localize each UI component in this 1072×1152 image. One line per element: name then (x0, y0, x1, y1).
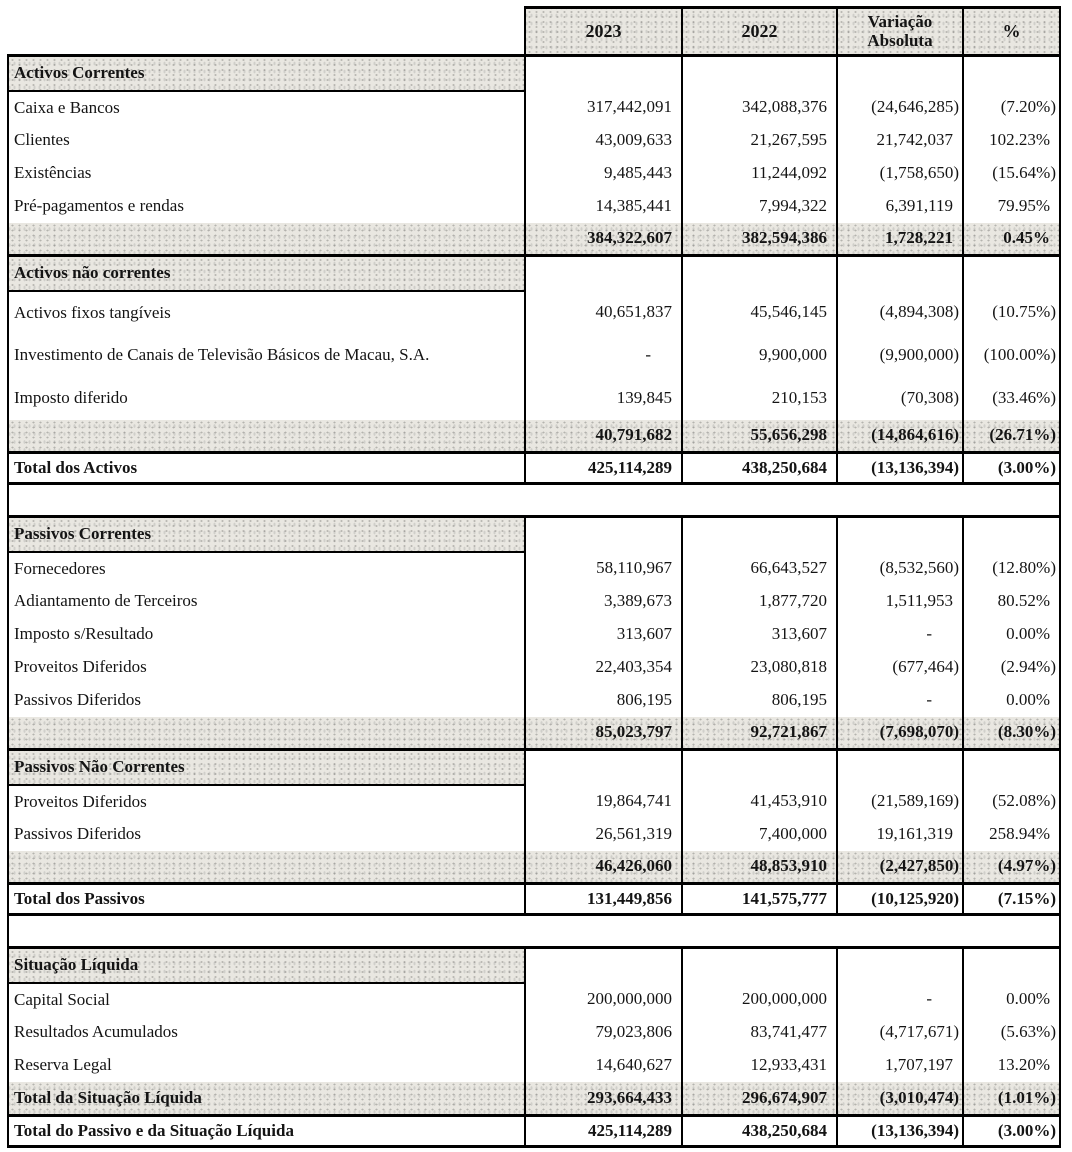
cell-2023: 14,385,441 (525, 190, 682, 223)
header-variacao-line1: Variação (867, 11, 933, 31)
table-row (8, 983, 1060, 1016)
row-label (8, 420, 525, 453)
cell-2022: 7,400,000 (682, 818, 837, 851)
cell-pct: (100.00%) (963, 334, 1060, 377)
table-row (8, 517, 1060, 552)
cell-2022 (682, 948, 837, 983)
cell-variacao: (70,308) (837, 377, 963, 420)
cell-variacao: 1,728,221 (837, 223, 963, 256)
balance-sheet-table (7, 6, 1061, 1148)
cell-pct: (7.15%) (963, 884, 1060, 915)
row-label: Total dos Passivos (8, 884, 525, 915)
cell-pct: 0.45% (963, 223, 1060, 256)
cell-2023: 200,000,000 (525, 983, 682, 1016)
cell-pct (963, 948, 1060, 983)
header-year-2022: 2022 (682, 8, 837, 56)
table-row (8, 484, 1060, 517)
cell-pct: (4.97%) (963, 851, 1060, 884)
row-label: Resultados Acumulados (8, 1016, 525, 1049)
cell-pct: (7.20%) (963, 91, 1060, 124)
cell-2023 (525, 56, 682, 91)
header-variacao-absoluta (837, 8, 963, 56)
cell-variacao: 1,511,953 (837, 585, 963, 618)
table-row (8, 750, 1060, 785)
row-label: Passivos Diferidos (8, 818, 525, 851)
table-row (8, 585, 1060, 618)
table-row (8, 256, 1060, 291)
cell-2022: 200,000,000 (682, 983, 837, 1016)
cell-2022 (682, 750, 837, 785)
spacer-cell (8, 915, 1060, 948)
cell-2023: 3,389,673 (525, 585, 682, 618)
row-label: Activos Correntes (8, 56, 525, 91)
table-row (8, 818, 1060, 851)
table-row (8, 1082, 1060, 1116)
table-row (8, 618, 1060, 651)
row-label: Total da Situação Líquida (8, 1082, 525, 1116)
row-label: Imposto diferido (8, 377, 525, 420)
cell-2023: 85,023,797 (525, 717, 682, 750)
cell-pct: (10.75%) (963, 291, 1060, 334)
table-row (8, 56, 1060, 91)
cell-2022 (682, 56, 837, 91)
cell-2023: 806,195 (525, 684, 682, 717)
cell-2022: 806,195 (682, 684, 837, 717)
table-row (8, 717, 1060, 750)
cell-variacao: (7,698,070) (837, 717, 963, 750)
cell-pct: (12.80%) (963, 552, 1060, 585)
cell-pct: (3.00%) (963, 1116, 1060, 1147)
cell-2022: 55,656,298 (682, 420, 837, 453)
table-row (8, 552, 1060, 585)
cell-2022: 438,250,684 (682, 1116, 837, 1147)
cell-variacao (837, 256, 963, 291)
cell-2023: 317,442,091 (525, 91, 682, 124)
row-label: Capital Social (8, 983, 525, 1016)
cell-variacao: (13,136,394) (837, 453, 963, 484)
table-row (8, 684, 1060, 717)
cell-2022 (682, 256, 837, 291)
cell-2022: 342,088,376 (682, 91, 837, 124)
cell-pct: (3.00%) (963, 453, 1060, 484)
row-label: Passivos Diferidos (8, 684, 525, 717)
cell-variacao (837, 517, 963, 552)
table-row (8, 223, 1060, 256)
row-label: Passivos Não Correntes (8, 750, 525, 785)
table-row (8, 157, 1060, 190)
row-label: Adiantamento de Terceiros (8, 585, 525, 618)
row-label (8, 717, 525, 750)
cell-pct: 0.00% (963, 983, 1060, 1016)
table-row (8, 651, 1060, 684)
cell-2023 (525, 517, 682, 552)
row-label (8, 223, 525, 256)
table-row (8, 851, 1060, 884)
cell-2023: 22,403,354 (525, 651, 682, 684)
cell-pct: (52.08%) (963, 785, 1060, 818)
cell-pct: (8.30%) (963, 717, 1060, 750)
cell-2023: 40,791,682 (525, 420, 682, 453)
row-label: Investimento de Canais de Televisão Básicos de Macau, S.A. (8, 334, 525, 377)
cell-variacao: (1,758,650) (837, 157, 963, 190)
cell-2023: 425,114,289 (525, 453, 682, 484)
cell-2022: 296,674,907 (682, 1082, 837, 1116)
table-row (8, 1116, 1060, 1147)
cell-2022: 382,594,386 (682, 223, 837, 256)
cell-variacao (837, 56, 963, 91)
cell-2022: 11,244,092 (682, 157, 837, 190)
table-row (8, 334, 1060, 377)
table-row (8, 915, 1060, 948)
table-row (8, 1049, 1060, 1082)
table-row (8, 420, 1060, 453)
cell-variacao: (21,589,169) (837, 785, 963, 818)
cell-2023: 79,023,806 (525, 1016, 682, 1049)
cell-2022: 141,575,777 (682, 884, 837, 915)
row-label: Caixa e Bancos (8, 91, 525, 124)
cell-pct: (15.64%) (963, 157, 1060, 190)
cell-variacao: (10,125,920) (837, 884, 963, 915)
cell-pct: (2.94%) (963, 651, 1060, 684)
cell-2022: 1,877,720 (682, 585, 837, 618)
cell-pct: (5.63%) (963, 1016, 1060, 1049)
cell-pct: 80.52% (963, 585, 1060, 618)
cell-variacao: (8,532,560) (837, 552, 963, 585)
table-row (8, 1016, 1060, 1049)
cell-2023 (525, 948, 682, 983)
cell-pct: 0.00% (963, 684, 1060, 717)
cell-variacao: 1,707,197 (837, 1049, 963, 1082)
table-row (8, 91, 1060, 124)
cell-2023: 131,449,856 (525, 884, 682, 915)
cell-2023: 40,651,837 (525, 291, 682, 334)
row-label: Existências (8, 157, 525, 190)
cell-pct: 0.00% (963, 618, 1060, 651)
header-year-2023: 2023 (525, 8, 682, 56)
cell-variacao: (3,010,474) (837, 1082, 963, 1116)
table-body (8, 56, 1060, 1147)
row-label: Fornecedores (8, 552, 525, 585)
cell-2023: 425,114,289 (525, 1116, 682, 1147)
row-label: Situação Líquida (8, 948, 525, 983)
cell-2023: 14,640,627 (525, 1049, 682, 1082)
row-label: Imposto s/Resultado (8, 618, 525, 651)
cell-pct: 102.23% (963, 124, 1060, 157)
cell-2022: 438,250,684 (682, 453, 837, 484)
cell-2022 (682, 517, 837, 552)
cell-variacao: (2,427,850) (837, 851, 963, 884)
cell-2023: 26,561,319 (525, 818, 682, 851)
row-label (8, 851, 525, 884)
cell-2022: 92,721,867 (682, 717, 837, 750)
cell-variacao: (9,900,000) (837, 334, 963, 377)
header-corner-cell (8, 8, 525, 56)
cell-2023: 19,864,741 (525, 785, 682, 818)
cell-variacao: (14,864,616) (837, 420, 963, 453)
cell-2023: 293,664,433 (525, 1082, 682, 1116)
cell-2023: 384,322,607 (525, 223, 682, 256)
row-label: Clientes (8, 124, 525, 157)
cell-variacao: 21,742,037 (837, 124, 963, 157)
cell-variacao: - (837, 983, 963, 1016)
cell-variacao (837, 948, 963, 983)
table-row (8, 948, 1060, 983)
header-row (8, 8, 1060, 56)
cell-2022: 21,267,595 (682, 124, 837, 157)
row-label: Proveitos Diferidos (8, 785, 525, 818)
cell-pct: (33.46%) (963, 377, 1060, 420)
cell-2023: 43,009,633 (525, 124, 682, 157)
cell-pct (963, 750, 1060, 785)
cell-variacao (837, 750, 963, 785)
cell-variacao: (4,894,308) (837, 291, 963, 334)
cell-pct (963, 56, 1060, 91)
cell-2022: 83,741,477 (682, 1016, 837, 1049)
table-row (8, 884, 1060, 915)
header-variacao-line2: Absoluta (867, 30, 933, 50)
cell-variacao: (24,646,285) (837, 91, 963, 124)
cell-pct: (1.01%) (963, 1082, 1060, 1116)
row-label: Proveitos Diferidos (8, 651, 525, 684)
cell-2023: 46,426,060 (525, 851, 682, 884)
cell-pct (963, 517, 1060, 552)
cell-variacao: - (837, 618, 963, 651)
cell-2022: 210,153 (682, 377, 837, 420)
cell-2022: 23,080,818 (682, 651, 837, 684)
cell-2022: 66,643,527 (682, 552, 837, 585)
row-label: Total dos Activos (8, 453, 525, 484)
table-row (8, 785, 1060, 818)
header-percent: % (963, 8, 1060, 56)
cell-2023 (525, 750, 682, 785)
cell-2023: 58,110,967 (525, 552, 682, 585)
cell-variacao: (677,464) (837, 651, 963, 684)
row-label: Passivos Correntes (8, 517, 525, 552)
cell-2022: 48,853,910 (682, 851, 837, 884)
row-label: Pré-pagamentos e rendas (8, 190, 525, 223)
cell-2023 (525, 256, 682, 291)
table-row (8, 124, 1060, 157)
cell-2022: 12,933,431 (682, 1049, 837, 1082)
table-row (8, 377, 1060, 420)
cell-2023: 313,607 (525, 618, 682, 651)
row-label: Reserva Legal (8, 1049, 525, 1082)
cell-2023: - (525, 334, 682, 377)
spacer-cell (8, 484, 1060, 517)
cell-variacao: (4,717,671) (837, 1016, 963, 1049)
cell-pct (963, 256, 1060, 291)
table-row (8, 291, 1060, 334)
cell-2023: 9,485,443 (525, 157, 682, 190)
cell-2022: 313,607 (682, 618, 837, 651)
cell-2022: 45,546,145 (682, 291, 837, 334)
row-label: Total do Passivo e da Situação Líquida (8, 1116, 525, 1147)
table-row (8, 453, 1060, 484)
cell-2022: 7,994,322 (682, 190, 837, 223)
cell-variacao: (13,136,394) (837, 1116, 963, 1147)
row-label: Activos fixos tangíveis (8, 291, 525, 334)
cell-variacao: - (837, 684, 963, 717)
row-label: Activos não correntes (8, 256, 525, 291)
cell-pct: 258.94% (963, 818, 1060, 851)
cell-2022: 9,900,000 (682, 334, 837, 377)
table-row (8, 190, 1060, 223)
cell-pct: 13.20% (963, 1049, 1060, 1082)
cell-pct: (26.71%) (963, 420, 1060, 453)
cell-pct: 79.95% (963, 190, 1060, 223)
cell-variacao: 6,391,119 (837, 190, 963, 223)
cell-2023: 139,845 (525, 377, 682, 420)
cell-variacao: 19,161,319 (837, 818, 963, 851)
cell-2022: 41,453,910 (682, 785, 837, 818)
